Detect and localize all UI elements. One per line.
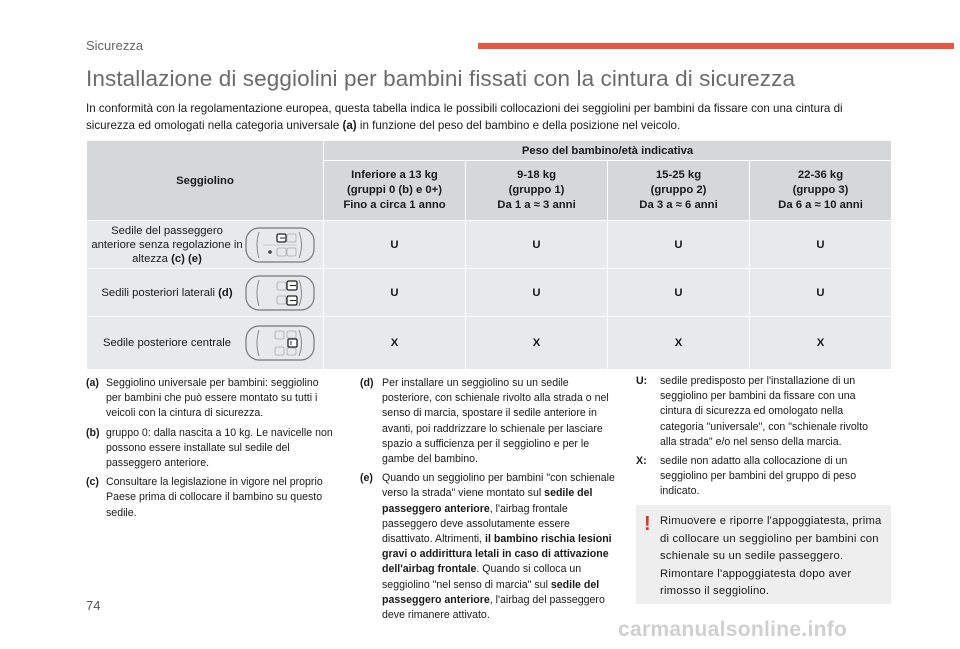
seat-label (87, 336, 243, 350)
intro-text-end: in funzione del peso del bambino e della posizione nel veicolo. (356, 119, 681, 132)
footnote-key: (e) (360, 472, 373, 485)
group-text: (gruppo 2) (650, 184, 707, 196)
watermark: carmanualsonline.info (618, 618, 848, 641)
rating-cell: U (608, 269, 750, 317)
footnote-text-part: Quando un seggiolino per bambini "con schienale verso la strada" viene montato sul (382, 472, 615, 500)
footnote-text: Per installare un seggiolino su un sedile posteriore, con schienale rivolto alla strada o nel senso di marcia, spostare il sedile anteriore in avanti, poi raddrizzare lo schienale per lasciare spazio a sufficienza per il seggiolino e per le gambe del bambino. (382, 377, 609, 466)
accent-bar (478, 43, 954, 49)
footnote-text: gruppo 0: dalla nascita a 10 kg. Le navicelle non possono essere installate sul sedile del passeggero anteriore. (106, 426, 333, 470)
legend-column (636, 374, 886, 504)
footnotes-column (360, 376, 618, 627)
age-range: Da 3 a ≈ 6 anni (639, 199, 718, 211)
seat-label-text: Sedile posteriore centrale (102, 337, 232, 349)
weight-range: 22-36 kg (797, 169, 844, 181)
footnote-key: (c) (86, 476, 99, 489)
weight-column-header (324, 161, 466, 221)
section-label: Sicurezza (86, 38, 144, 53)
footnote (86, 426, 336, 472)
weight-range: Inferiore a 13 kg (351, 169, 438, 181)
warning-text: Rimuovere e riporre l'appoggiatesta, prima di collocare un seggiolino per bambini con schienale su un sedile passeggero. Rimontare l'appoggiatesta dopo aver rimosso il seggiolino. (660, 515, 882, 597)
group-text-end: e 0+) (412, 184, 443, 196)
rating-cell: U (466, 221, 608, 269)
table-row (87, 317, 892, 370)
age-range: Fino a circa 1 anno (343, 199, 446, 211)
car-rear-side-seats-icon (243, 273, 317, 313)
group-text: (gruppo 1) (508, 184, 565, 196)
footnote-bold: sedile del passeggero anteriore (382, 487, 593, 515)
footnote (86, 475, 336, 521)
age-range: Da 6 a ≈ 10 anni (778, 199, 863, 211)
weight-range: 9-18 kg (517, 169, 556, 181)
legend-item (636, 374, 886, 450)
seat-label-note: (c) (e) (171, 252, 202, 265)
car-rear-center-seat-icon (243, 323, 317, 363)
rating-cell: U (750, 269, 892, 317)
footnote-key: (d) (360, 377, 374, 389)
rating-cell: U (750, 221, 892, 269)
footnote-text-part: , l'airbag del passeggero deve rimanere attivato. (382, 593, 605, 622)
rating-cell: X (466, 317, 608, 370)
legend-key: U: (636, 375, 648, 387)
rating-cell: U (608, 221, 750, 269)
weight-header: Peso del bambino/età indicativa (324, 141, 892, 161)
warning-box (636, 505, 891, 604)
group-text: (gruppi 0 (346, 184, 399, 196)
age-range: Da 1 a ≈ 3 anni (497, 199, 576, 211)
page-title: Installazione di seggiolini per bambini fissati con la cintura di sicurezza (86, 66, 796, 91)
table-row (87, 221, 892, 269)
seat-cell (87, 269, 324, 317)
intro-text: In conformità con la regolamentazione europea, questa tabella indica le possibili collocazioni dei seggiolini per bambini da fissare con una cintura di sicurezza ed omologati nella categoria universale (86, 102, 843, 132)
legend-text: sedile non adatto alla collocazione di un seggiolino per bambini del gruppo di peso indicato. (660, 455, 857, 498)
legend-key: X: (636, 455, 647, 468)
exclamation-warning-icon: ! (644, 513, 651, 535)
footnote-text: Consultare la legislazione in vigore nel proprio Paese prima di collocare il bambino su questo sedile. (106, 476, 323, 519)
intro-bold: (a) (342, 119, 357, 132)
page-number: 74 (86, 598, 101, 613)
seat-label (87, 286, 243, 300)
footnote (86, 376, 336, 422)
seat-label-text: Sedili posteriori laterali (101, 286, 219, 299)
rating-cell: U (324, 221, 466, 269)
seat-cell (87, 317, 324, 370)
seat-column-header: Seggiolino (87, 141, 324, 221)
rating-cell: X (608, 317, 750, 370)
footnote-key: (a) (86, 377, 99, 389)
footnote-key: (b) (86, 426, 100, 439)
child-seat-table (86, 140, 892, 370)
group-note: (b) (398, 184, 413, 196)
footnote-text: Seggiolino universale per bambini: seggiolino per bambini che può essere montato su tutti i veicoli con la cintura di sicurezza. (106, 377, 319, 420)
weight-column-header (750, 161, 892, 221)
rating-cell: U (324, 269, 466, 317)
rating-cell: U (466, 269, 608, 317)
footnote-text (382, 471, 618, 623)
footnote-text-part: , l'airbag frontale passeggero deve assolutamente essere disattivato. Altrimenti, (382, 502, 570, 546)
seat-label-text: Sedile del passeggero anteriore senza regolazione in altezza (91, 224, 243, 265)
weight-range: 15-25 kg (655, 169, 702, 181)
legend-item (636, 454, 886, 500)
footnotes-column (86, 376, 336, 525)
table-row (87, 269, 892, 317)
footnote-bold: sedile del passeggero anteriore (382, 578, 600, 606)
footnote-text-part: . Quando si colloca un seggiolino "nel senso di marcia" sul (382, 563, 582, 591)
intro-paragraph (86, 100, 886, 134)
rating-cell: X (750, 317, 892, 370)
seat-label (87, 224, 243, 266)
footnote (360, 471, 618, 623)
weight-column-header (466, 161, 608, 221)
rating-cell: X (324, 317, 466, 370)
car-front-passenger-seat-icon (243, 225, 317, 265)
weight-column-header (608, 161, 750, 221)
legend-text: sedile predisposto per l'installazione di un seggiolino per bambini da fissare con una cintura di sicurezza ed omologato nella categoria "universale", con "schienale rivolto alla strada" e/o nel senso della marcia. (660, 375, 868, 448)
group-text: (gruppo 3) (792, 184, 849, 196)
footnote-bold: il bambino rischia lesioni gravi o addirittura letali in caso di attivazione dell'airbag frontale (382, 533, 612, 576)
seat-cell (87, 221, 324, 269)
seat-label-note: (d) (218, 286, 233, 299)
footnote (360, 376, 618, 467)
